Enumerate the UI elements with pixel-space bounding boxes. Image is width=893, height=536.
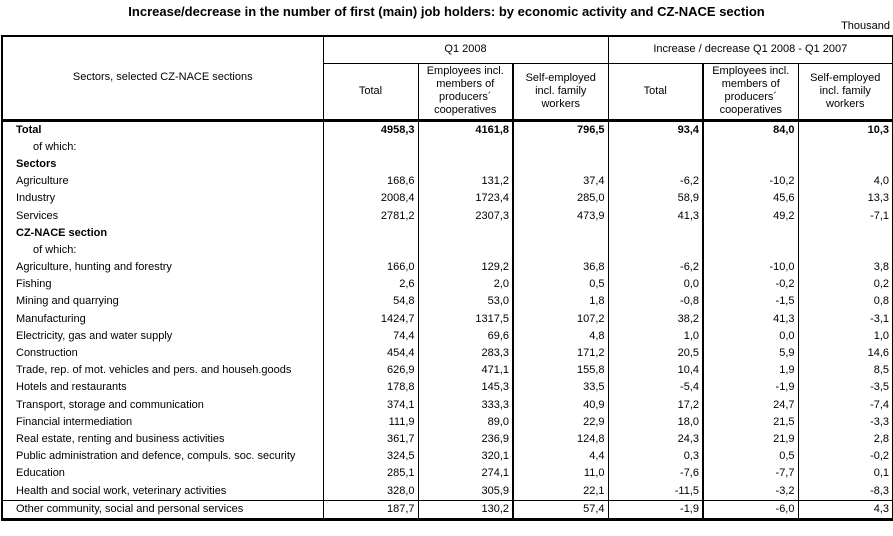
table-row — [2, 397, 893, 414]
cell-value: 17,2 — [608, 397, 703, 414]
row-label: Mining and quarrying — [2, 293, 323, 310]
cell-value: 36,8 — [513, 259, 608, 276]
table-row — [2, 156, 893, 173]
cell-value: -1,5 — [703, 293, 798, 310]
row-label: Other community, social and personal services — [2, 500, 323, 519]
table-body — [2, 120, 893, 519]
cell-value: 328,0 — [323, 482, 418, 500]
table-row — [2, 328, 893, 345]
table-row — [2, 431, 893, 448]
column-header-self-employed-increase: Self-employed incl. family workers — [798, 63, 893, 120]
cell-value: 20,5 — [608, 345, 703, 362]
cell-value: 283,3 — [418, 345, 513, 362]
cell-value: 0,5 — [703, 448, 798, 465]
table-row — [2, 276, 893, 293]
cell-value: 40,9 — [513, 397, 608, 414]
column-header-total-q1: Total — [323, 63, 418, 120]
row-label: Manufacturing — [2, 311, 323, 328]
cell-value: -6,0 — [703, 500, 798, 519]
cell-value: 2,8 — [873, 432, 890, 445]
cell-value: -7,1 — [870, 209, 890, 222]
row-label: Transport, storage and communication — [2, 397, 323, 414]
cell-value — [513, 242, 608, 259]
cell-value: 274,1 — [418, 465, 513, 482]
row-label: Industry — [2, 190, 323, 207]
cell-value: 454,4 — [323, 345, 418, 362]
cell-value: -10,0 — [703, 259, 798, 276]
cell-value: 2,0 — [418, 276, 513, 293]
table-row — [2, 362, 893, 379]
cell-value: 3,8 — [873, 261, 890, 274]
page-title: Increase/decrease in the number of first (main) job holders: by economic activity and CZ-NACE section — [128, 4, 765, 19]
table-row — [2, 259, 893, 276]
cell-value: 473,9 — [513, 207, 608, 224]
cell-value: -0,2 — [703, 276, 798, 293]
cell-value: 18,0 — [608, 414, 703, 431]
cell-value: 5,9 — [703, 345, 798, 362]
cell-value: 320,1 — [418, 448, 513, 465]
table-row — [2, 311, 893, 328]
row-label: Construction — [2, 345, 323, 362]
cell-value: 171,2 — [513, 345, 608, 362]
group-header-row — [2, 36, 893, 63]
row-label: Services — [2, 207, 323, 224]
row-label: Hotels and restaurants — [2, 379, 323, 396]
cell-value: 4,8 — [513, 328, 608, 345]
cell-value: 0,0 — [608, 276, 703, 293]
cell-value — [703, 139, 798, 156]
cell-value: -7,4 — [870, 398, 890, 411]
cell-value: 333,3 — [418, 397, 513, 414]
cell-value: 0,2 — [873, 278, 890, 291]
cell-value: 374,1 — [323, 397, 418, 414]
cell-value: -7,6 — [608, 465, 703, 482]
table-row — [2, 500, 893, 519]
cell-value: 41,3 — [608, 207, 703, 224]
column-header-total-increase: Total — [608, 63, 703, 120]
cell-value: 45,6 — [703, 190, 798, 207]
table-row — [2, 225, 893, 242]
cell-value: 49,2 — [703, 207, 798, 224]
table-row — [2, 482, 893, 500]
table-row — [2, 190, 893, 207]
cell-value: 24,7 — [703, 397, 798, 414]
cell-value: 4,4 — [513, 448, 608, 465]
row-label: Trade, rep. of mot. vehicles and pers. and househ.goods — [2, 362, 323, 379]
cell-value: 2307,3 — [418, 207, 513, 224]
table-row — [2, 414, 893, 431]
table-row — [2, 448, 893, 465]
cell-value — [608, 242, 703, 259]
group-header-increase-decrease: Increase / decrease Q1 2008 - Q1 2007 — [653, 43, 848, 56]
cell-value: 8,5 — [873, 364, 890, 377]
cell-value: -5,4 — [608, 379, 703, 396]
cell-value — [418, 242, 513, 259]
cell-value: 1,9 — [703, 362, 798, 379]
cell-value: 21,5 — [703, 414, 798, 431]
cell-value — [418, 225, 513, 242]
cell-value: -6,2 — [608, 173, 703, 190]
row-header-cell: Sectors, selected CZ-NACE sections — [2, 36, 323, 120]
unit-label: Thousand — [841, 20, 890, 32]
cell-value: 2781,2 — [323, 207, 418, 224]
cell-value: 111,9 — [323, 414, 418, 431]
cell-value — [418, 156, 513, 173]
row-label: Real estate, renting and business activities — [2, 431, 323, 448]
cell-value — [608, 225, 703, 242]
cell-value: 11,0 — [513, 465, 608, 482]
cell-value: -1,9 — [608, 500, 703, 519]
cell-value: -7,7 — [703, 465, 798, 482]
table-row — [2, 173, 893, 190]
table-row — [2, 465, 893, 482]
cell-value: 89,0 — [418, 414, 513, 431]
group-header-q1-2008: Q1 2008 — [323, 36, 608, 63]
cell-value: 69,6 — [418, 328, 513, 345]
row-label: Electricity, gas and water supply — [2, 328, 323, 345]
row-label: Education — [2, 465, 323, 482]
table-row — [2, 345, 893, 362]
cell-value — [703, 242, 798, 259]
cell-value: -11,5 — [608, 482, 703, 500]
cell-value: 285,1 — [323, 465, 418, 482]
row-label: of which: — [2, 139, 323, 156]
data-table — [1, 35, 893, 521]
cell-value: 361,7 — [323, 431, 418, 448]
cell-value: 4,3 — [798, 500, 893, 519]
cell-value: 2008,4 — [323, 190, 418, 207]
table-row — [2, 293, 893, 310]
cell-value: 0,8 — [873, 295, 890, 308]
cell-value: 1424,7 — [323, 311, 418, 328]
cell-value: 155,8 — [513, 362, 608, 379]
cell-value: 74,4 — [323, 328, 418, 345]
cell-value: 131,2 — [418, 173, 513, 190]
cell-value: 84,0 — [703, 120, 798, 139]
cell-value: 1,8 — [513, 293, 608, 310]
table-row — [2, 207, 893, 224]
row-label: CZ-NACE section — [2, 225, 323, 242]
cell-value: -3,1 — [870, 312, 890, 325]
cell-value: 0,1 — [873, 467, 890, 480]
cell-value — [798, 139, 893, 156]
cell-value: 4958,3 — [323, 120, 418, 139]
table-row — [2, 120, 893, 139]
table-header — [2, 36, 893, 120]
cell-value: 166,0 — [323, 259, 418, 276]
cell-value: 1317,5 — [418, 311, 513, 328]
cell-value: 236,9 — [418, 431, 513, 448]
cell-value: -0,2 — [870, 450, 890, 463]
column-header-employees-increase: Employees incl. members of producers´ cooperatives — [703, 63, 798, 120]
row-label: Agriculture — [2, 173, 323, 190]
cell-value: -1,9 — [703, 379, 798, 396]
cell-value: -6,2 — [608, 259, 703, 276]
cell-value — [798, 156, 893, 173]
cell-value: 21,9 — [703, 431, 798, 448]
cell-value: 107,2 — [513, 311, 608, 328]
cell-value: 13,3 — [867, 192, 890, 205]
cell-value: 178,8 — [323, 379, 418, 396]
cell-value: 24,3 — [608, 431, 703, 448]
cell-value: 38,2 — [608, 311, 703, 328]
row-label: Fishing — [2, 276, 323, 293]
cell-value: 22,1 — [513, 482, 608, 500]
cell-value: 1,0 — [873, 329, 890, 342]
cell-value: 2,6 — [323, 276, 418, 293]
cell-value: 124,8 — [513, 431, 608, 448]
cell-value: 53,0 — [418, 293, 513, 310]
cell-value: 471,1 — [418, 362, 513, 379]
table-row — [2, 242, 893, 259]
cell-value: 93,4 — [608, 120, 703, 139]
cell-value: 1723,4 — [418, 190, 513, 207]
cell-value: -8,3 — [870, 484, 890, 497]
cell-value: 14,6 — [867, 347, 890, 360]
row-label: Agriculture, hunting and forestry — [2, 259, 323, 276]
cell-value: 22,9 — [513, 414, 608, 431]
cell-value — [608, 156, 703, 173]
cell-value — [608, 139, 703, 156]
cell-value — [513, 225, 608, 242]
cell-value: 0,3 — [608, 448, 703, 465]
cell-value: 129,2 — [418, 259, 513, 276]
column-header-employees-q1: Employees incl. members of producers´ cooperatives — [418, 63, 513, 120]
cell-value: 10,4 — [608, 362, 703, 379]
row-label: Health and social work, veterinary activities — [2, 482, 323, 500]
cell-value: 305,9 — [418, 482, 513, 500]
cell-value — [798, 242, 893, 259]
row-label: Total — [2, 120, 323, 139]
cell-value: 626,9 — [323, 362, 418, 379]
cell-value: 130,2 — [418, 500, 513, 519]
table-row — [2, 139, 893, 156]
cell-value: 324,5 — [323, 448, 418, 465]
cell-value — [703, 156, 798, 173]
cell-value — [703, 225, 798, 242]
cell-value — [513, 156, 608, 173]
cell-value: 4,0 — [873, 175, 890, 188]
cell-value: 1,0 — [608, 328, 703, 345]
row-label: Sectors — [2, 156, 323, 173]
table-row — [2, 379, 893, 396]
cell-value: 4161,8 — [418, 120, 513, 139]
cell-value — [798, 225, 893, 242]
cell-value — [323, 242, 418, 259]
row-label: Financial intermediation — [2, 414, 323, 431]
cell-value — [323, 225, 418, 242]
cell-value — [418, 139, 513, 156]
cell-value: 33,5 — [513, 379, 608, 396]
cell-value — [323, 156, 418, 173]
cell-value: 145,3 — [418, 379, 513, 396]
cell-value: 37,4 — [513, 173, 608, 190]
cell-value: 0,0 — [703, 328, 798, 345]
cell-value: -10,2 — [703, 173, 798, 190]
row-label: of which: — [2, 242, 323, 259]
cell-value: 54,8 — [323, 293, 418, 310]
cell-value: -3,2 — [703, 482, 798, 500]
cell-value: 187,7 — [323, 500, 418, 519]
cell-value: 57,4 — [513, 500, 608, 519]
cell-value: 0,5 — [513, 276, 608, 293]
cell-value: 168,6 — [323, 173, 418, 190]
cell-value: 41,3 — [703, 311, 798, 328]
column-header-self-employed-q1: Self-employed incl. family workers — [513, 63, 608, 120]
cell-value: 58,9 — [608, 190, 703, 207]
cell-value: 285,0 — [513, 190, 608, 207]
cell-value: 10,3 — [867, 123, 890, 136]
cell-value — [513, 139, 608, 156]
cell-value — [323, 139, 418, 156]
cell-value: 796,5 — [513, 120, 608, 139]
row-label: Public administration and defence, compuls. soc. security — [2, 448, 323, 465]
cell-value: -3,5 — [870, 381, 890, 394]
cell-value: -3,3 — [870, 415, 890, 428]
cell-value: -0,8 — [608, 293, 703, 310]
